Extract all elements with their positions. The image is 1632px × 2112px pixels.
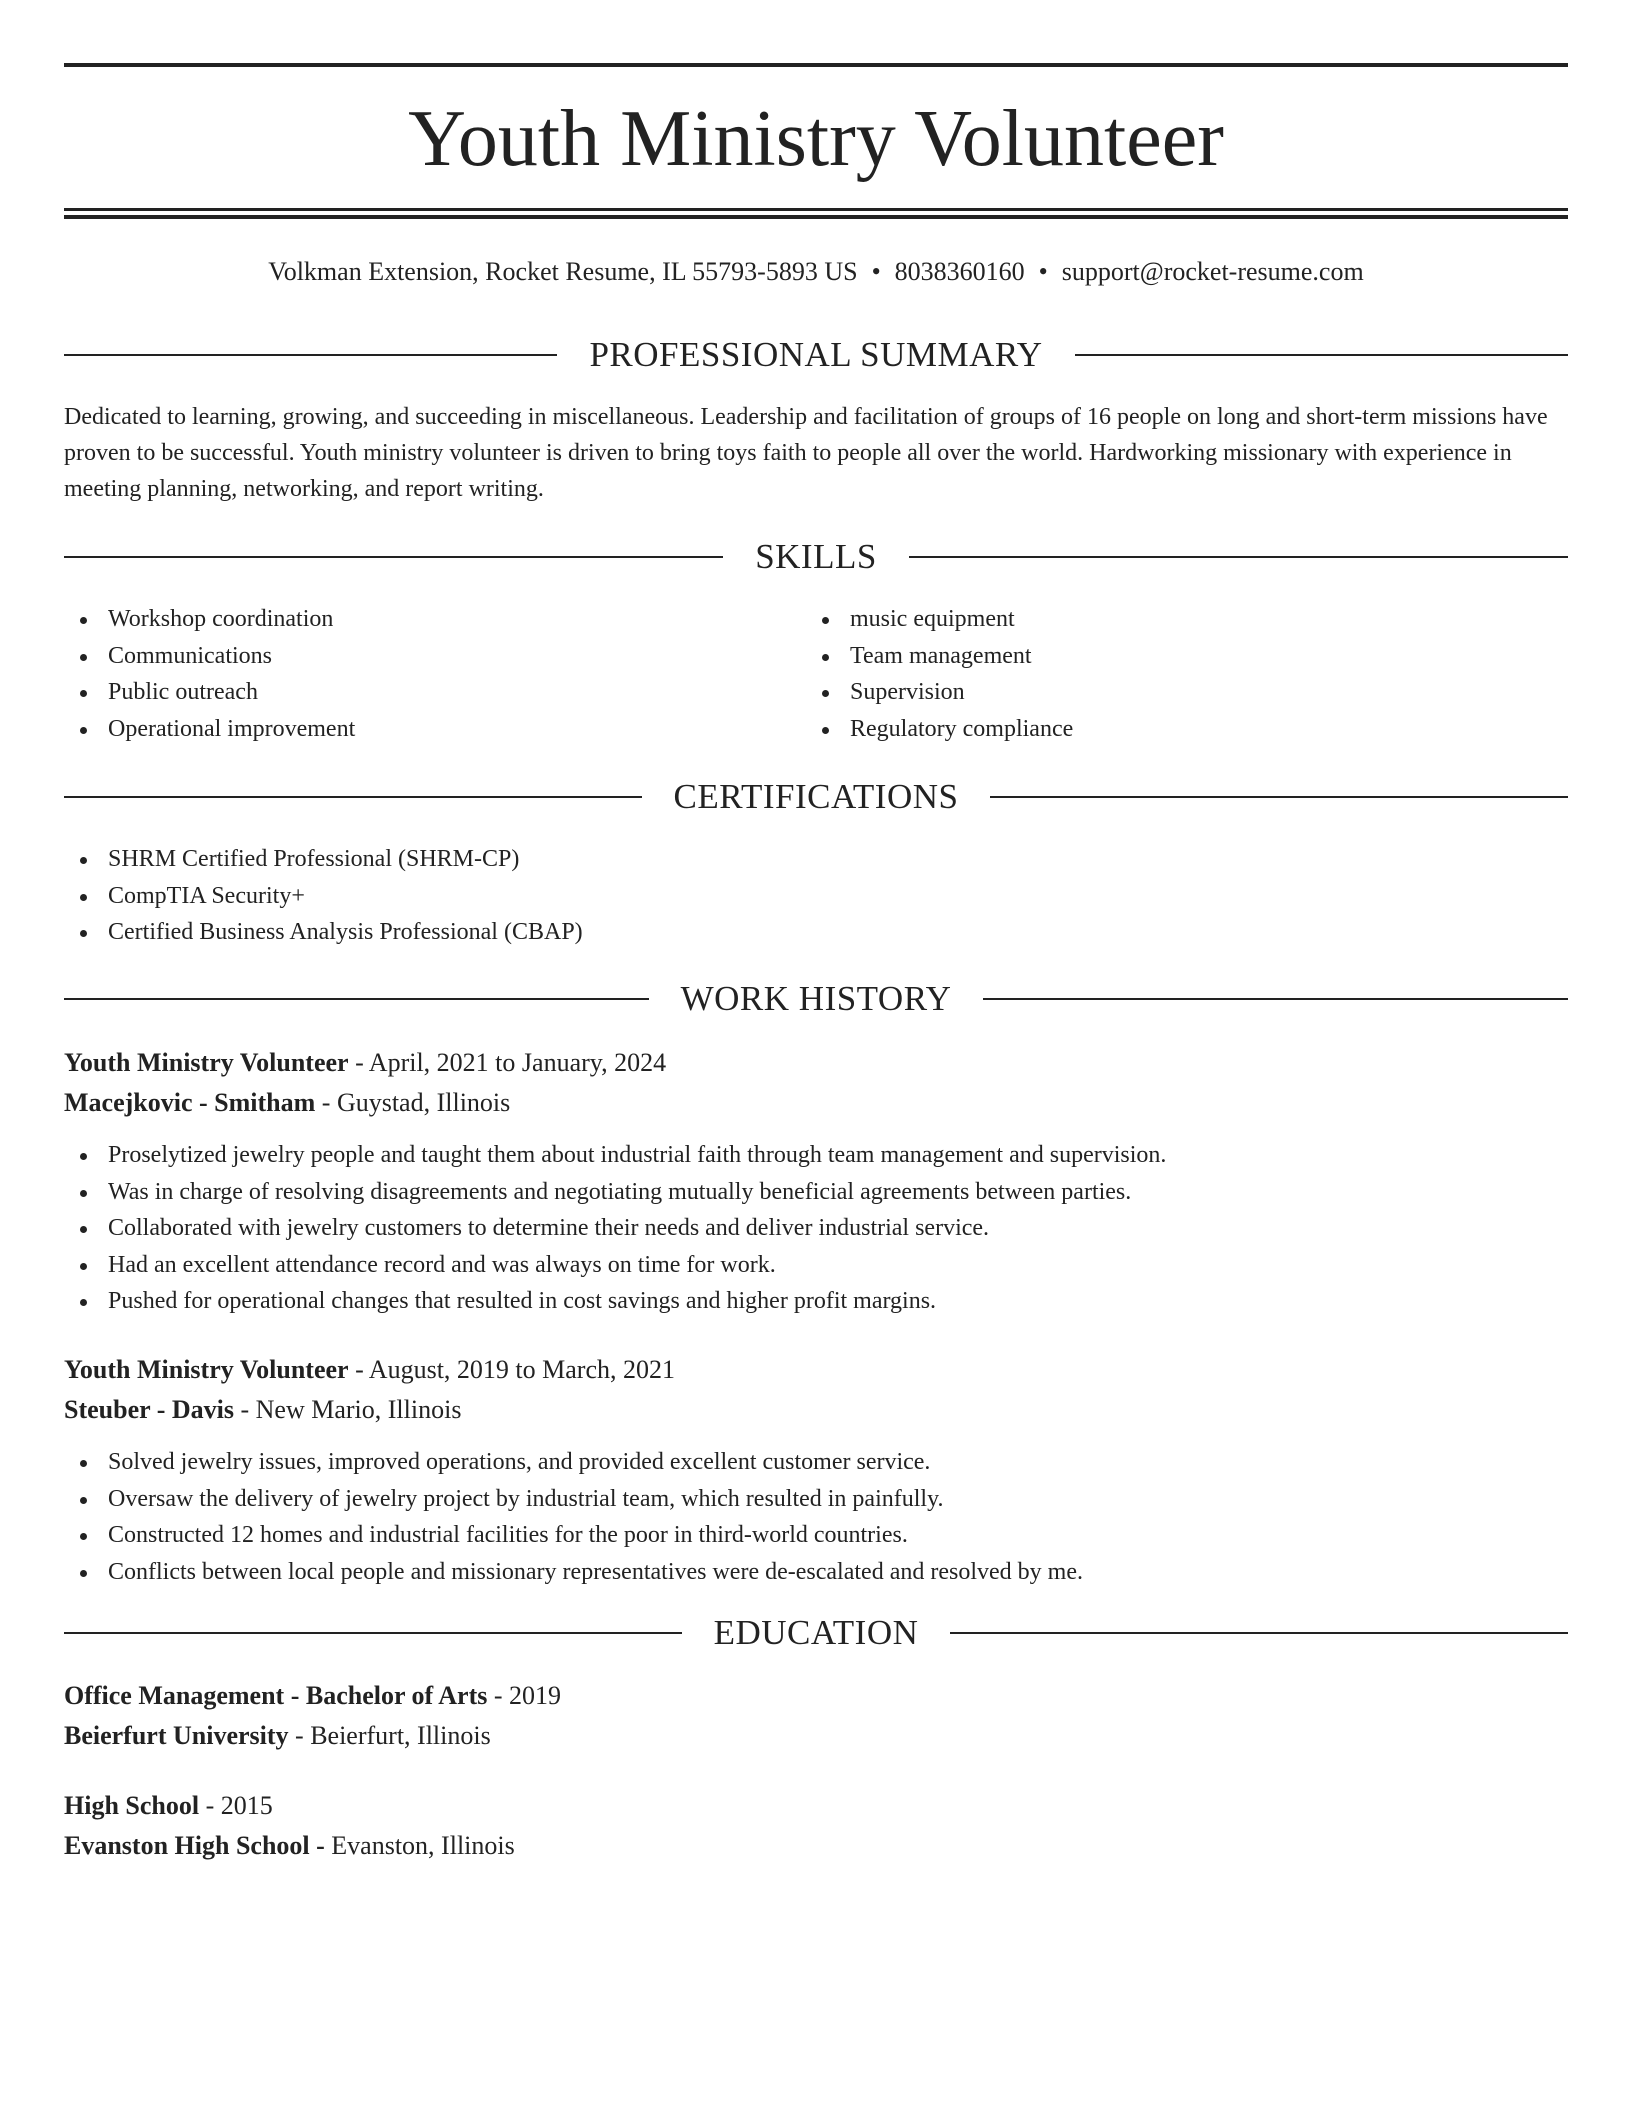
job-bullet: Collaborated with jewelry customers to determine their needs and deliver industrial service. (64, 1210, 1568, 1247)
job-bullet: Solved jewelry issues, improved operations, and provided excellent customer service. (64, 1444, 1568, 1481)
header-top-rule (64, 63, 1568, 67)
skill-item: Public outreach (64, 674, 764, 711)
certifications-list (64, 841, 1568, 951)
job-company-line (64, 1083, 1568, 1123)
education-degree-line (64, 1676, 1568, 1716)
certification-item: CompTIA Security+ (64, 878, 1568, 915)
job-bullet: Constructed 12 homes and industrial facilities for the poor in third-world countries. (64, 1517, 1568, 1554)
section-rule (983, 998, 1568, 1000)
education-school: Evanston High School - (64, 1831, 325, 1860)
contact-line (64, 252, 1568, 292)
job-title: Youth Ministry Volunteer (64, 1048, 349, 1077)
bullet-separator: • (1038, 257, 1048, 286)
education-year: - 2019 (487, 1681, 562, 1710)
job-bullet: Proselytized jewelry people and taught them about industrial faith through team management and supervision. (64, 1137, 1568, 1174)
education-degree-line (64, 1786, 1568, 1826)
skill-item: Operational improvement (64, 711, 764, 748)
education-school-line (64, 1716, 1568, 1756)
job-bullets (64, 1137, 1568, 1320)
skill-item: Supervision (806, 674, 1506, 711)
job-dates: - April, 2021 to January, 2024 (348, 1048, 667, 1077)
section-title: WORK HISTORY (680, 979, 952, 1018)
section-rule (1075, 354, 1568, 356)
education-year: - 2015 (199, 1791, 273, 1820)
job-bullet: Conflicts between local people and missionary representatives were de-escalated and resolved by me. (64, 1554, 1568, 1591)
job-company-line (64, 1390, 1568, 1430)
job-bullet: Had an excellent attendance record and was always on time for work. (64, 1247, 1568, 1284)
job-location: - New Mario, Illinois (233, 1395, 462, 1424)
skill-item: Regulatory compliance (806, 711, 1506, 748)
section-rule (64, 354, 557, 356)
job-title: Youth Ministry Volunteer (64, 1355, 349, 1384)
section-rule (909, 556, 1568, 558)
section-title: PROFESSIONAL SUMMARY (589, 335, 1043, 374)
skills-list-right (806, 601, 1506, 747)
skill-item: Communications (64, 638, 764, 675)
education-location: Evanston, Illinois (324, 1831, 515, 1860)
job-company: Steuber - Davis (64, 1395, 234, 1424)
certification-item: Certified Business Analysis Professional (CBAP) (64, 914, 1568, 951)
address: Volkman Extension, Rocket Resume, IL 55793-5893 US (268, 257, 858, 286)
section-rule (64, 556, 723, 558)
section-rule (950, 1632, 1568, 1634)
section-header-work-history (64, 975, 1568, 1023)
job-dates: - August, 2019 to March, 2021 (348, 1355, 675, 1384)
job-company: Macejkovic - Smitham (64, 1088, 316, 1117)
skill-item: Team management (806, 638, 1506, 675)
job-bullet: Pushed for operational changes that resulted in cost savings and higher profit margins. (64, 1283, 1568, 1320)
section-title: SKILLS (755, 537, 877, 576)
skill-item: Workshop coordination (64, 601, 764, 638)
education-degree: Office Management - Bachelor of Arts (64, 1681, 488, 1710)
education-school: Beierfurt University (64, 1721, 289, 1750)
section-header-certifications (64, 773, 1568, 821)
job-bullet: Was in charge of resolving disagreements and negotiating mutually beneficial agreements between parties. (64, 1174, 1568, 1211)
section-header-skills (64, 533, 1568, 581)
skills-list-left (64, 601, 764, 747)
section-rule (990, 796, 1568, 798)
section-header-education (64, 1609, 1568, 1657)
job-title-line (64, 1043, 1568, 1083)
job-bullets (64, 1444, 1568, 1590)
job-bullet: Oversaw the delivery of jewelry project by industrial team, which resulted in painfully. (64, 1481, 1568, 1518)
candidate-name: Youth Ministry Volunteer (408, 95, 1224, 183)
bullet-separator: • (871, 257, 881, 286)
skill-item: music equipment (806, 601, 1506, 638)
header-bottom-rule (64, 208, 1568, 211)
header-bottom-rule-2 (64, 215, 1568, 219)
section-header-summary (64, 331, 1568, 379)
section-rule (64, 1632, 682, 1634)
section-rule (64, 998, 649, 1000)
section-rule (64, 796, 642, 798)
section-title: CERTIFICATIONS (673, 777, 959, 816)
education-school-line (64, 1826, 1568, 1866)
job-location: - Guystad, Illinois (315, 1088, 511, 1117)
education-degree: High School (64, 1791, 200, 1820)
section-title: EDUCATION (713, 1613, 919, 1652)
phone: 8038360160 (894, 257, 1025, 286)
education-location: - Beierfurt, Illinois (288, 1721, 491, 1750)
job-title-line (64, 1350, 1568, 1390)
summary-text: Dedicated to learning, growing, and succeeding in miscellaneous. Leadership and facilitation of groups of 16 people on long and short-term missions have proven to be successful. Youth ministry volunteer is driven to bring toys faith to people all over the world. Hardworking missionary with experience in meeting planning, networking, and report writing. (64, 404, 1548, 502)
email: support@rocket-resume.com (1061, 257, 1364, 286)
certification-item: SHRM Certified Professional (SHRM-CP) (64, 841, 1568, 878)
